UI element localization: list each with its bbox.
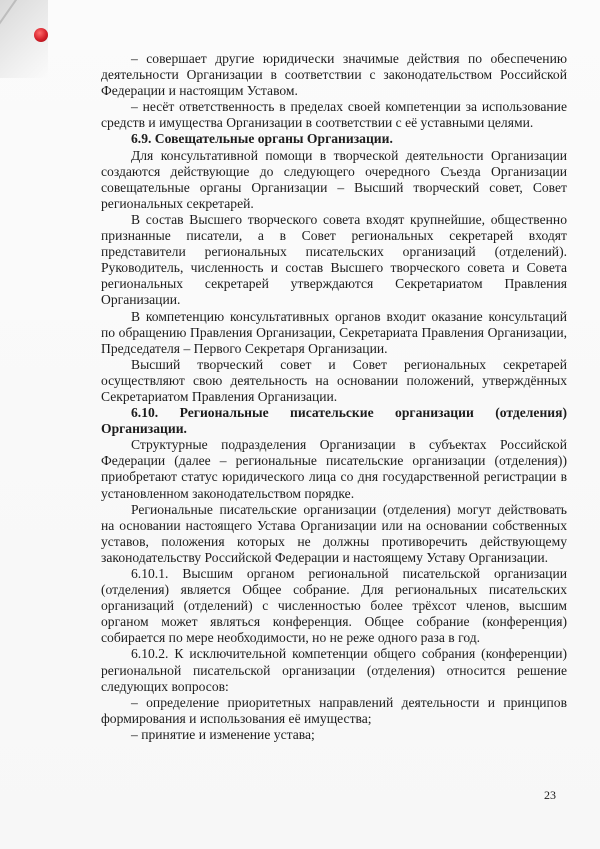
paragraph-6-10-1: 6.10.1. Высшим органом региональной писательской организации (отделения) является Общее собрание. Для региональных писательских организаций (отделений) с численностью более трёхсот членов, высшим органом может являться конференция. Общее собрание (конференция) собирается по мере необходимости, но не реже одного раза в год. — [101, 566, 567, 646]
paragraph-competence: В компетенцию консультативных органов входит оказание консультаций по обращению Правления Организации, Секретариата Правления Организации, Председателя – Первого Секретаря Организации. — [101, 308, 567, 356]
paragraph-council-composition: В состав Высшего творческого совета входят крупнейшие, общественно признанные писатели, а в Совет региональных секретарей входят представители региональных писательских организаций (отделений). Руководитель, численность и состав Высшего творческого совета и Совета региональных секретарей утверждаются Секретариатом Правления Организации. — [101, 211, 567, 308]
red-pin-icon — [34, 28, 48, 42]
page-number: 23 — [544, 788, 556, 802]
paragraph-council-activity: Высший творческий совет и Совет региональных секретарей осуществляют свою деятельность на основании положений, утверждённых Секретариатом Правления Организации. — [101, 356, 567, 404]
paragraph-actions: – совершает другие юридически значимые действия по обеспечению деятельности Организации в соответствии с законодательством Российской Федерации и настоящим Уставом. — [101, 51, 567, 99]
list-item-charter-adoption: – принятие и изменение устава; — [131, 726, 315, 742]
section-heading-6-10: 6.10. Региональные писательские организации (отделения) Организации. — [101, 405, 567, 437]
list-item-priorities: – определение приоритетных направлений деятельности и принципов формирования и использования её имущества; — [101, 694, 567, 726]
paragraph-consultative-help: Для консультативной помощи в творческой деятельности Организации создаются действующие до следующего очередного Съезда Организации совещательные органы Организации – Высший творческий совет, Совет региональных секретарей. — [101, 147, 567, 211]
document-body — [101, 51, 567, 743]
paragraph-structural-units: Структурные подразделения Организации в субъектах Российской Федерации (далее – региональные писательские организации (отделения)) приобретают статус юридического лица со дня государственной регистрации в установленном законодательством порядке. — [101, 437, 567, 501]
section-heading-6-9: 6.9. Совещательные органы Организации. — [131, 131, 393, 147]
paragraph-responsibility: – несёт ответственность в пределах своей компетенции за использование средств и имущества Организации в соответствии с её уставными целями. — [101, 99, 567, 131]
paragraph-regional-charters: Региональные писательские организации (отделения) могут действовать на основании настоящего Устава Организации или на основании собственных уставов, положения которых не должны противоречить действующему законодательству Российской Федерации и настоящему Уставу Организации. — [101, 501, 567, 565]
paragraph-6-10-2: 6.10.2. К исключительной компетенции общего собрания (конференции) региональной писательской организации (отделения) относится решение следующих вопросов: — [101, 646, 567, 694]
